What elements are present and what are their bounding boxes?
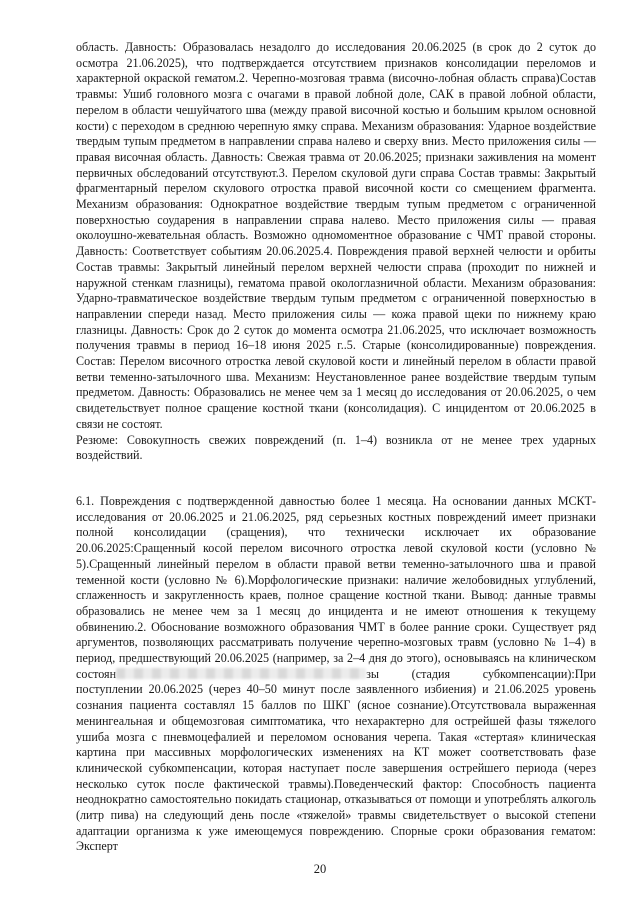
paragraph-text-after-redaction: зы (стадия субкомпенсации):При поступлении 20.06.2025 (через 40–50 минут после заявленного избиения) и 21.06.2025 уровень сознания пациента составлял 15 баллов по ШКГ (ясное сознание).Отсутствовала выраженная менингеальная и общемозговая симптоматика, что нехарактерно для острейшей фазы тяжелого ушиба мозга с пневмоцефалией и переломом основания черепа. Такая «стертая» клиническая картина при массивных морфологических изменениях на КТ может соответствовать фазе клинической субкомпенсации, которая наступает после завершения острейшего периода (через несколько суток после фактической травмы).Поведенческий фактор: Способность пациента неоднократно самостоятельно покидать стационар, отказываться от помощи и употреблять алкоголь (литр пива) на следующий день после «тяжелой» травмы свидетельствует о высокой степени адаптации организма к уже имеющемуся повреждению. Спорные сроки образования гематом: Эксперт [76, 666, 596, 854]
body-paragraph-section-6-1 [76, 494, 596, 855]
body-paragraph-injuries: область. Давность: Образовалась незадолго до исследования 20.06.2025 (в срок до 2 суток до осмотра 21.06.2025), что подтверждается отсутствием признаков консолидации переломов и характерной окраской гематом.2. Черепно-мозговая травма (височно-лобная область справа)Состав травмы: Ушиб головного мозга с очагами в правой лобной доле, САК в правой лобной области, перелом в области чешуйчатого шва (между правой височной костью и большим крылом основной кости) с переходом в среднюю черепную ямку справа. Механизм образования: Ударное воздействие твердым тупым предметом в направлении справа налево и сверху вниз. Место приложения силы — правая височная область. Давность: Свежая травма от 20.06.2025; признаки заживления на момент первичных обследований отсутствуют.3. Перелом скуловой дуги справа Состав травмы: Закрытый фрагментарный перелом скулового отростка правой височной кости со смещением фрагмента. Механизм образования: Однократное воздействие твердым тупым предметом с ограниченной поверхностью соударения в направлении справа налево. Место приложения силы — правая околоушно-жевательная область. Возможно одномоментное образование с ЧМТ правой стороны. Давность: Соответствует событиям 20.06.2025.4. Повреждения правой верхней челюсти и орбиты Состав травмы: Закрытый линейный перелом верхней челюсти справа (проходит по нижней и наружной стенкам глазницы), гематома правой окологлазничной области. Механизм образования: Ударно-травматическое воздействие твердым тупым предметом с ограниченной поверхностью в направлении спереди назад. Место приложения силы — кожа правой щеки по нижнему краю глазницы. Давность: Срок до 2 суток до момента осмотра 21.06.2025, что исключает возможность получения травмы в период 16–18 июня 2025 г..5. Старые (консолидированные) повреждения. Состав: Перелом височного отростка левой скуловой кости и линейный перелом в области правой ветви теменно-затылочного шва. Механизм: Неустановленное ранее воздействие твердым тупым предметом. Давность: Образовались не менее чем за 1 месяц до исследования от 20.06.2025, о чем свидетельствует полное сращение костной ткани (консолидация). С инцидентом от 20.06.2025 в связи не состоят. [76, 40, 596, 431]
redaction-blur [116, 668, 366, 679]
page-number: 20 [313, 862, 327, 876]
summary-paragraph: Резюме: Совокупность свежих повреждений (п. 1–4) возникла от не менее трех ударных воздействий. [76, 432, 596, 463]
paragraph-text-before-redaction: 6.1. Повреждения с подтвержденной давностью более 1 месяца. На основании данных МСКТ-исследования от 20.06.2025 и 21.06.2025, ряд серьезных костных повреждений имеет признаки полной консолидации (сращения), что технически исключает их образование 20.06.2025:Сращенный косой перелом височного отростка левой скуловой кости (условно № 5).Сращенный линейный перелом в области правой ветви теменно-затылочного шва и правой теменной кости (условно № 6).Морфологические признаки: наличие желобовидных углублений, сглаженность и закругленность краев, полное сращение костной ткани. Вывод: данные травмы образовались не менее чем за 1 месяц до инцидента и не имеют отношения к текущему обвинению.2. Обоснование возможного образования ЧМТ в более ранние сроки. Существует ряд аргументов, позволяющих рассматривать получение черепно-мозговых травм (условно № 1–4) в период, предшествующий 20.06.2025 (например, за 2–4 дня до этого), основываясь на клиническом состоян [76, 493, 596, 681]
section-spacer [76, 464, 596, 494]
